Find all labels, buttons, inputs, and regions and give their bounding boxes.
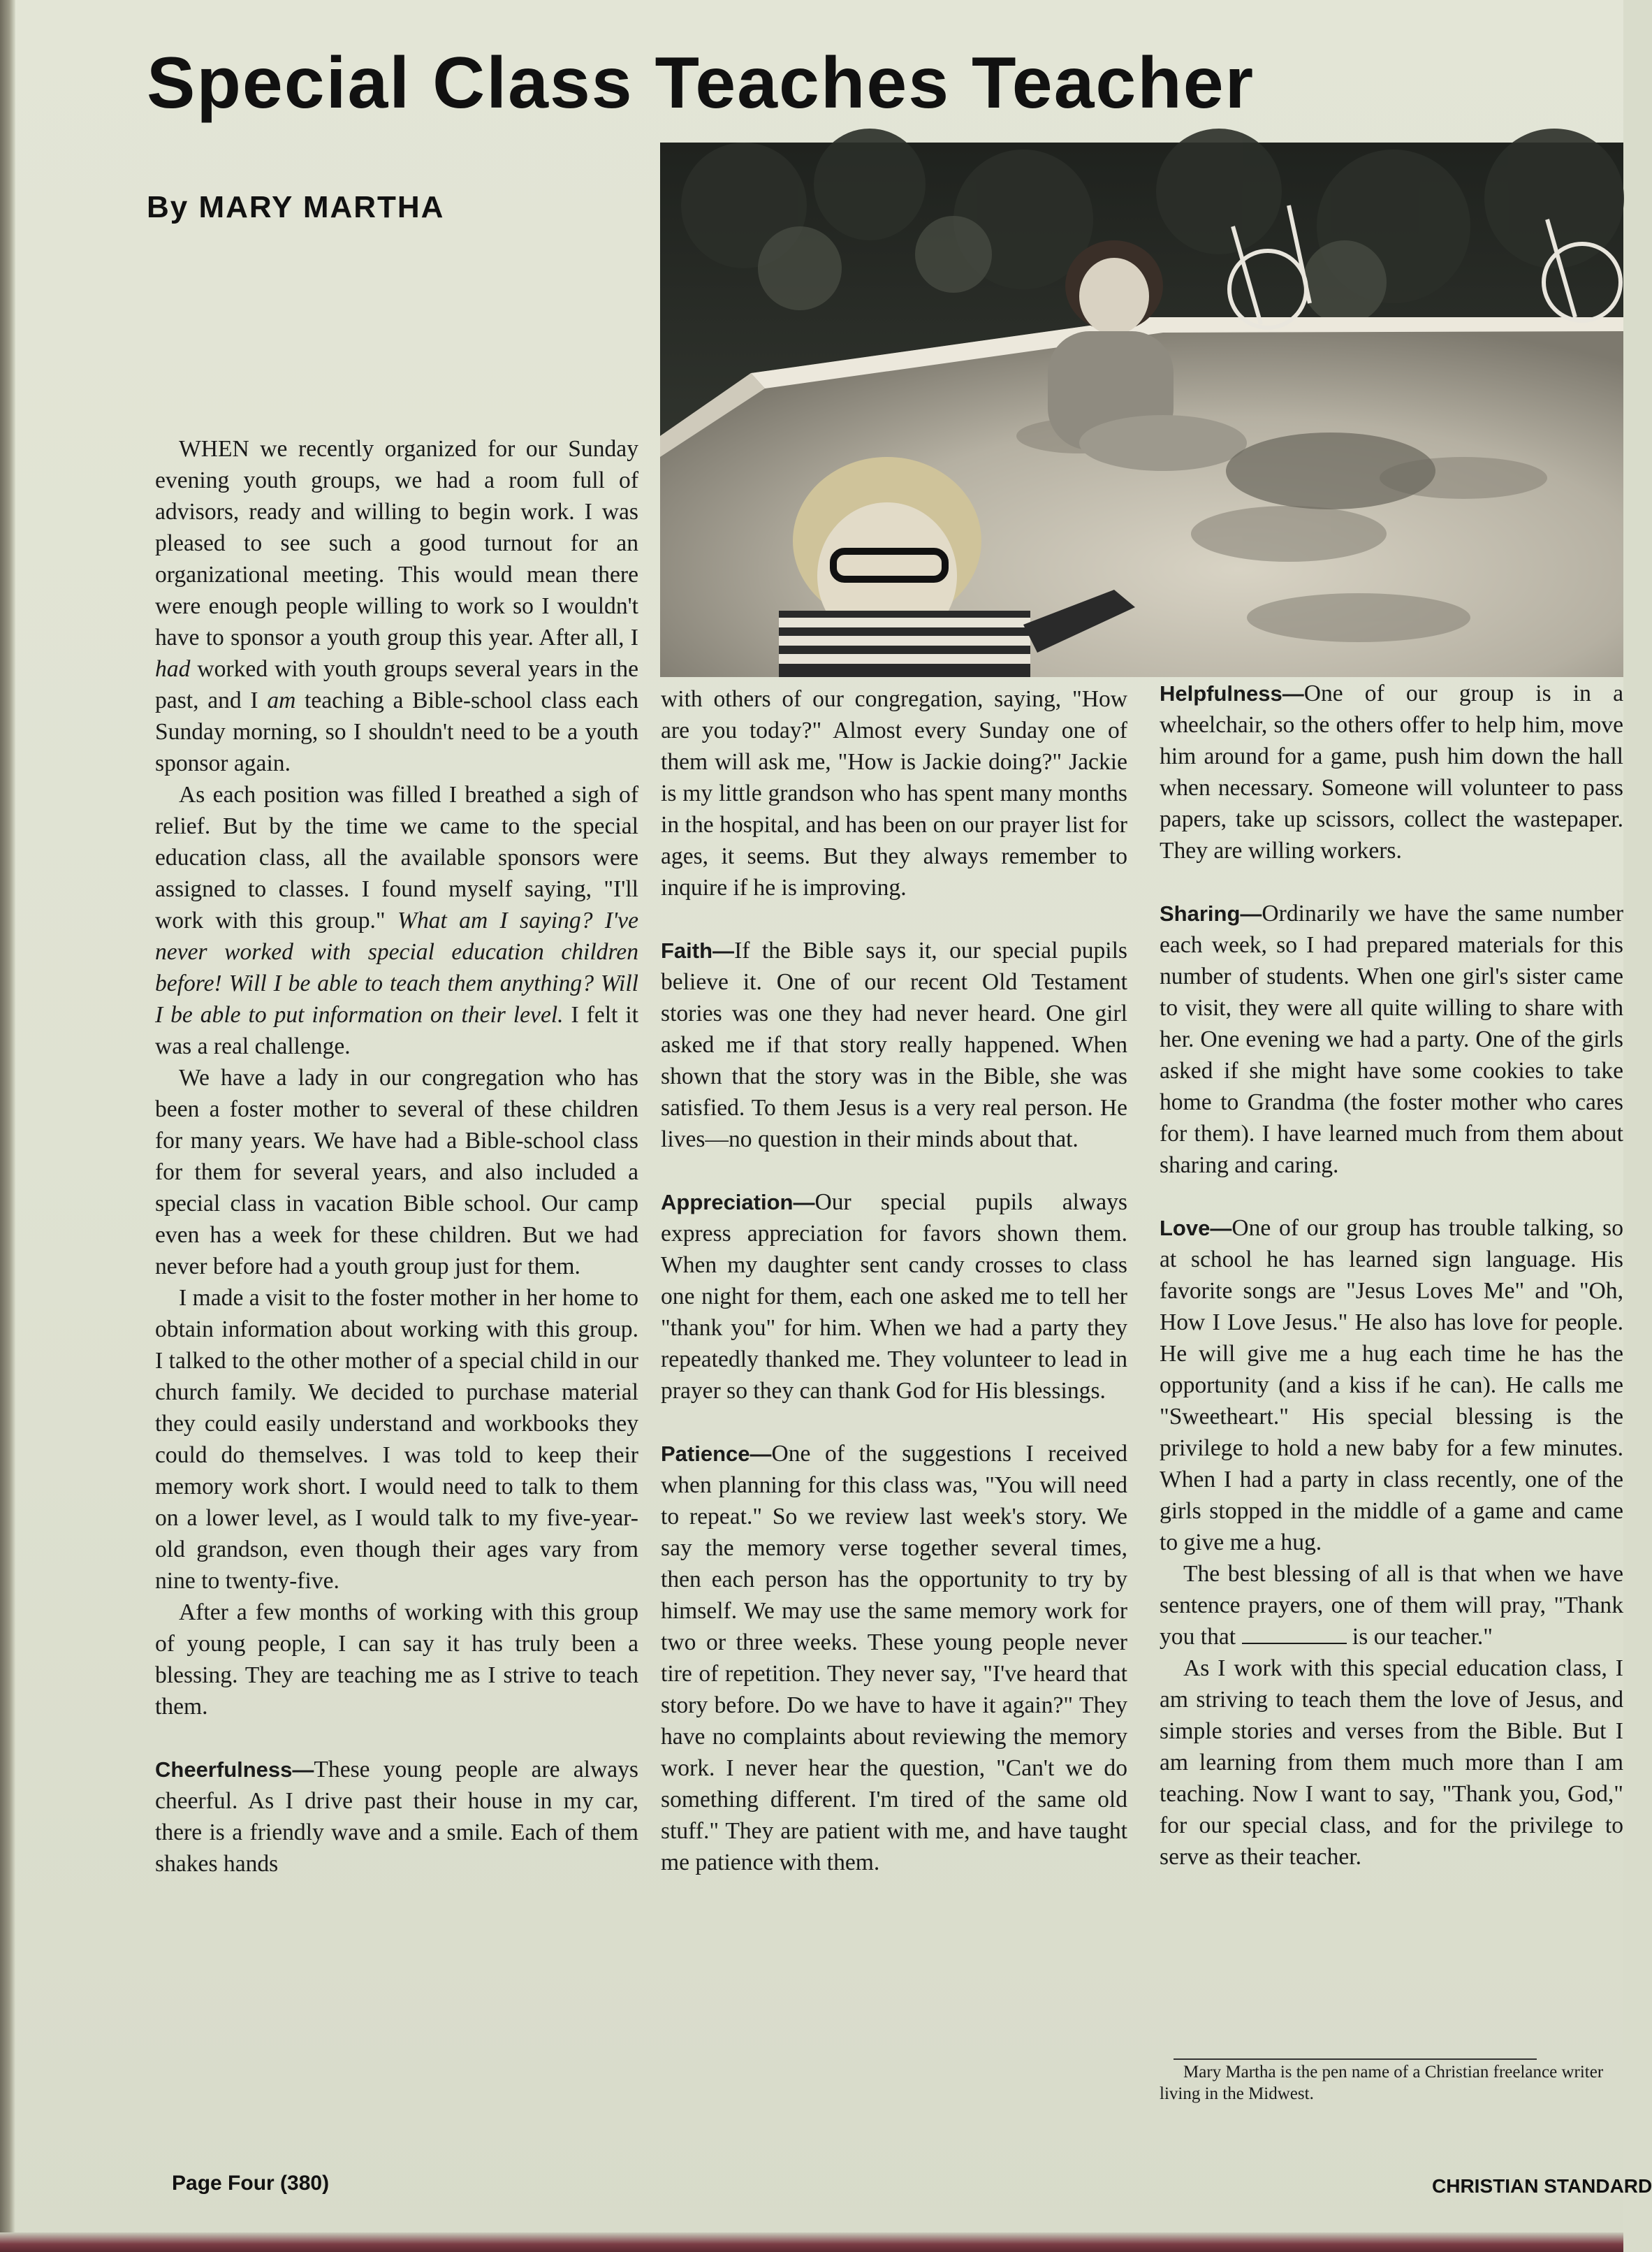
author-bio: Mary Martha is the pen name of a Christian freelance writer living in the Midwest. (1160, 2063, 1604, 2103)
article-byline: By MARY MARTHA (147, 190, 445, 224)
article-column-3 (1160, 678, 1623, 1873)
photo-children-sandbox-icon (660, 143, 1623, 677)
paragraph: As each position was filled I breathed a sigh of relief. But by the time we came to the special education class, all the available sponsors were assigned to classes. I found myself saying, "I'll work with this group." What am I saying? I've never worked with special education children before! Will I be able to teach them anything? Will I be able to put information on their level. I felt it was a real challenge. (155, 782, 638, 1059)
section-love: Love—One of our group has trouble talking, so at school he has learned sign language. His favorite songs are "Jesus Loves Me" and "Oh, How I Love Jesus." He also has love for people. He will give me a hug each time he has the opportunity (and a kiss if he can). He calls me "Sweetheart." His special blessing is the privilege to hold a new baby for a few minutes. When I had a party in class recently, one of the girls stopped in the middle of a game and came to give me a hug. (1160, 1215, 1623, 1555)
page-number: Page Four (380) (172, 2172, 330, 2195)
section-patience: Patience—One of the suggestions I received when planning for this class was, "You will need to repeat." So we review last week's story. We say the memory verse together several times, then each person has the opportunity to try by himself. We may use the same memory work for two or three weeks. These young people never tire of repetition. They never say, "I've heard that story before. Do we have to have it again?" They have no complaints about reviewing the memory work. I never hear the question, "Can't we do something different. I'm tired of the same old stuff." They are patient with me, and have taught me patience with them. (661, 1441, 1127, 1875)
magazine-name: CHRISTIAN STANDARD (1432, 2175, 1652, 2197)
section-heading: Helpfulness— (1160, 681, 1304, 706)
paragraph: As I work with this special education class, I am striving to teach them the love of Jesus, and simple stories and verses from the Bible. But I am learning from them much more than I am teaching. Now I want to say, "Thank you, God," for our special class, and for the privilege to serve as their teacher. (1160, 1655, 1623, 1870)
article-headline: Special Class Teaches Teacher (147, 43, 1255, 124)
section-heading: Patience— (661, 1441, 772, 1466)
paragraph: I made a visit to the foster mother in her home to obtain information about working with this group. I talked to the other mother of a special child in our church family. We decided to purchase material they could easily understand and workbooks they could do themselves. I was told to keep their memory work short. I would need to talk to them on a lower level, as I would talk to my five-year-old grandson, even though their ages vary from nine to twenty-five. (155, 1285, 638, 1594)
section-heading: Sharing— (1160, 901, 1262, 926)
paragraph: We have a lady in our congregation who has been a foster mother to several of these children for many years. We have had a Bible-school class for them for several years, and also included a special class in vacation Bible school. Our camp even has a week for these children. But we had never before had a youth group just for them. (155, 1065, 638, 1279)
paragraph: with others of our congregation, saying, "How are you today?" Almost every Sunday one of them will ask me, "How is Jackie doing?" Jackie is my little grandson who has spent many months in the hospital, and has been on our prayer list for ages, it seems. But they always remember to inquire if he is improving. (661, 686, 1127, 901)
article-column-1 (155, 433, 638, 1880)
page-bottom-edge (0, 2232, 1623, 2252)
section-heading: Love— (1160, 1216, 1232, 1240)
section-cheerfulness: Cheerfulness—These young people are always cheerful. As I drive past their house in my car, there is a friendly wave and a smile. Each of them shakes hands (155, 1757, 638, 1877)
section-appreciation: Appreciation—Our special pupils always express appreciation for favors shown them. When my daughter sent candy crosses to class one night for them, each one asked me to tell her "thank you" for him. When we had a party they repeatedly thanked me. They volunteer to lead in prayer so they can thank God for His blessings. (661, 1189, 1127, 1404)
paragraph: WHEN we recently organized for our Sunday evening youth groups, we had a room full of advisors, ready and willing to begin work. I was pleased to see such a good turnout for an organizational meeting. This would mean there were enough people willing to work so I wouldn't have to sponsor a youth group this year. After all, I had worked with youth groups several years in the past, and I am teaching a Bible-school class each Sunday morning, so I shouldn't need to be a youth sponsor again. (155, 436, 638, 776)
article-photo (660, 143, 1623, 677)
paragraph: After a few months of working with this group of young people, I can say it has truly been a blessing. They are teaching me as I strive to teach them. (155, 1599, 638, 1720)
section-heading: Cheerfulness— (155, 1757, 314, 1782)
section-sharing: Sharing—Ordinarily we have the same number each week, so I had prepared materials for this number of students. When one girl's sister came to visit, they were all quite willing to share with her. One evening we had a party. One of the girls asked if she might have some cookies to take home to Grandma (the foster mother who cares for them). I have learned much from them about sharing and caring. (1160, 901, 1623, 1178)
section-heading: Faith— (661, 938, 735, 963)
article-column-2 (661, 683, 1127, 1878)
blank-line (1242, 1625, 1347, 1644)
binding-shadow (0, 0, 15, 2252)
bio-divider (1174, 2058, 1537, 2060)
section-heading: Appreciation— (661, 1190, 815, 1214)
section-faith: Faith—If the Bible says it, our special pupils believe it. One of our recent Old Testament stories was one they had never heard. One girl asked me if that story really happened. When shown that the story was in the Bible, she was satisfied. To them Jesus is a very real person. He lives—no question in their minds about that. (661, 938, 1127, 1152)
paragraph: The best blessing of all is that when we have sentence prayers, one of them will pray, "Thank you that is our teacher." (1160, 1561, 1623, 1650)
section-helpfulness: Helpfulness—One of our group is in a wheelchair, so the others offer to help him, move him around for a game, push him down the hall when necessary. Someone will volunteer to pass papers, take up scissors, collect the wastepaper. They are willing workers. (1160, 681, 1623, 864)
